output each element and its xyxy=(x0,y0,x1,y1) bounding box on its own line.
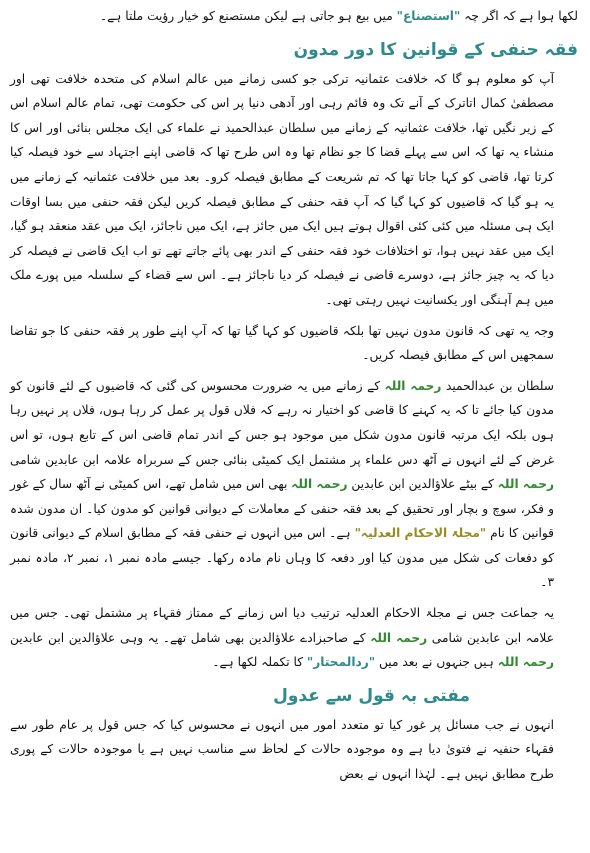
intro-text-a: لکھا ہوا ہے کہ اگر چہ xyxy=(460,9,578,23)
intro-text-b: میں بیع ہو جاتی ہے لیکن مستصنع کو خیار رؤیت ملتا ہے۔ xyxy=(99,9,397,23)
para3-text-c: کے بیٹے علاؤالدین ابن عابدین xyxy=(347,477,498,492)
para4-text-b: کے صاحبزادے علاؤالدین بھی شامل تھے۔ یہ وہی علاؤالدین ابن عابدین xyxy=(10,630,371,645)
honorific-rahimahullah: رحمہ اللہ xyxy=(291,477,348,492)
para3-text-d: بھی اس میں شامل تھے، اس کمیٹی نے آٹھ سال کے غور و فکر، سوچ و بچار اور تحقیق کے بعد فقہ حنفی کے معاملات کے دیوانی قوانین کو مدون کیا۔ ان مدون شدہ قوانین کا نام xyxy=(10,477,554,541)
paragraph-ottoman-caliphate: آپ کو معلوم ہو گا کہ خلافت عثمانیہ ترکی جو کسی زمانے میں عالم اسلام کی متحدہ خلافت تھی اور مصطفیٰ کمال اتاترک کے آنے تک وہ قائم رہی اور آدھی دنیا پر اس کی حکومت تھی، تمام عالم اسلام اس کے زیر نگیں تھا، خلافت عثمانیہ کے زمانے میں سلطان عبدالحمید نے علماء کی ایک مجلس بنائی اور اس کا منشاء یہ تھا کہ اس سے پہلے قضا کا جو نظام تھا وہ اس طرح تھا کہ قاضی اپنے اجتہاد سے خود فیصلہ کیا کرتا تھا، قاضی کو کہا جاتا تھا کہ تم شریعت کے مطابق فیصلہ کرو۔ بعد میں خلافت عثمانیہ کے زمانے میں یہ ہو گیا کہ قاضیوں کو کہا گیا کہ آپ فقہ حنفی کے مطابق فیصلہ کریں لیکن فقہ حنفی میں بسا اوقات ایک ہی مسئلہ میں کئی کئی اقوال ہوتے ہیں ایک میں جائز ہے، ایک میں ناجائز، ایک میں عقد منعقد ہو گیا، ایک میں عقد نہیں ہوا، تو اختلافات خود فقہ حنفی کے اندر بھی پائے جاتے تھے تو اب ایک قاضی نے فیصلہ کر دیا کہ یہ چیز جائز ہے، دوسرے قاضی نے فیصلہ کر دیا ناجائز ہے۔ اس سے قضاء کے سلسلہ میں پورے ملک میں ہم آہنگی اور یکسانیت نہیں رہتی تھی۔ xyxy=(10,71,554,307)
honorific-rahimahullah: رحمہ اللہ xyxy=(497,477,555,492)
para4-text-d: کا تکملہ لکھا ہے۔ xyxy=(212,655,307,670)
paragraph-departure: انہوں نے جب مسائل پر غور کیا تو متعدد امور میں انہوں نے محسوس کیا کہ جس قول پر عام طور سے فقہاء حنفیہ نے فتویٰ دیا ہے وہ موجودہ حالات کے لحاظ سے مناسب نہیں ہے یا موجودہ حالات کے پوری طرح مطابق نہیں ہے۔ لہٰذا انہوں نے بعض xyxy=(10,717,554,782)
honorific-rahimahullah: رحمہ اللہ xyxy=(497,655,554,670)
paragraph-uncodified-law: وجہ یہ تھی کہ قانون مدون نہیں تھا بلکہ قاضیوں کو کہا گیا تھا کہ آپ اپنے طور پر فقہ حنفی کا جو تقاضا سمجھیں اس کے مطابق فیصلہ کریں۔ xyxy=(10,323,554,363)
raddul-muhtar-title: "ردالمحتار" xyxy=(306,655,376,670)
para3-text-a: سلطان بن عبدالحمید xyxy=(441,378,554,393)
para3-text-b: کے زمانے میں یہ ضرورت محسوس کی گئی کہ قاضیوں کے لئے قانون کو مدون کیا جائے تا کہ یہ کہنے کا قاضی کو اختیار نہ رہے کہ فلاں قول پر عمل کر رہا ہوں، فلاں پر نہیں رہا ہوں بلکہ ایک مرتبہ قانون مدون شکل میں موجود ہو جس کے اندر تمام قاضی اس کے تابع ہوں، تو اس غرض کے لئے انہوں نے آٹھ دس علماء پر مشتمل ایک کمیٹی بنائی جس کے سربراہ علامہ ابن عابدین شامی xyxy=(10,378,554,467)
majalla-title: "مجلۃ الاحکام العدلیہ" xyxy=(354,526,487,541)
honorific-rahimahullah: رحمہ اللہ xyxy=(370,630,428,645)
paragraph-majalla-committee xyxy=(10,374,578,595)
istisna-term: "استصناع" xyxy=(396,9,461,23)
paragraph-committee-members xyxy=(10,601,578,675)
section-heading-fiqh-codification: فقہ حنفی کے قوانین کا دور مدون xyxy=(293,39,578,60)
intro-paragraph xyxy=(10,4,578,29)
honorific-rahimahullah: رحمہ اللہ xyxy=(384,378,442,393)
para4-text-c: ہیں جنہوں نے بعد میں xyxy=(375,655,498,670)
para4-text-a: یہ جماعت جس نے مجلۃ الاحکام العدلیہ ترتیب دیا اس زمانے کے ممتاز فقہاء پر مشتمل تھی۔ جس میں علامہ ابن عابدین شامی xyxy=(10,606,554,645)
para3-text-e: ہے۔ اس میں انہوں نے حنفی فقہ کے مطابق اسلام کے دیوانی قانون کو دفعات کی شکل میں مدون کیا اور دفعہ کا وہاں نام مادہ رکھا۔ جیسے مادہ نمبر ۱، نمبر ۲، مادہ نمبر ۳۔ xyxy=(10,526,554,590)
section-heading-departure-from-mufta-bihi: مفتی بہ قول سے عدول xyxy=(273,685,470,706)
